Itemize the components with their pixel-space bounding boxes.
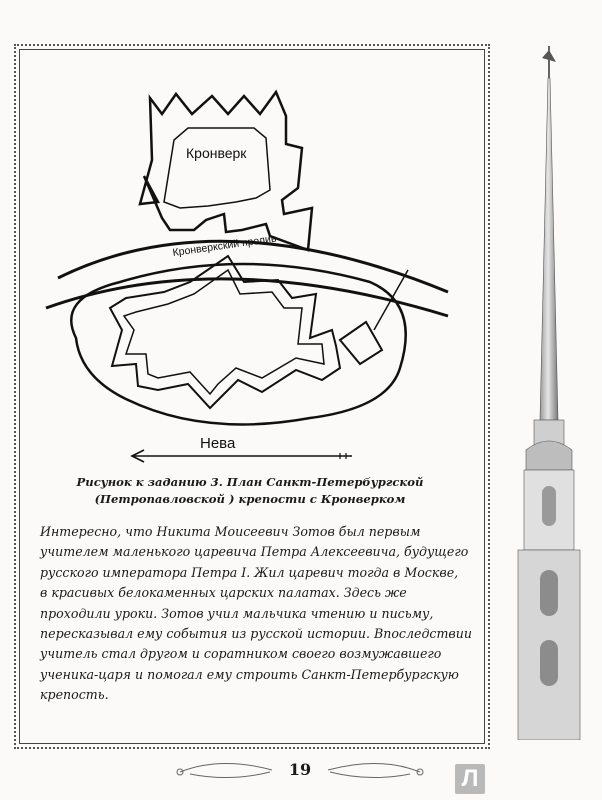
fortress-inner-wall <box>124 270 324 394</box>
pointer-line <box>374 270 408 330</box>
publisher-logo-badge: Л <box>455 764 485 794</box>
body-paragraph <box>40 522 472 706</box>
text-line: учитель стал другом и соратником своего возмужавшего <box>40 646 442 662</box>
strait-bank-bottom <box>46 279 448 316</box>
caption-line: (Петропавловской ) крепости с Кронверком <box>94 491 406 506</box>
text-line: в красивых белокаменных царских палатах. Здесь же <box>40 585 407 601</box>
text-line: русского императора Петра I. Жил царевич тогда в Москве, <box>40 564 459 580</box>
fortress-plan-diagram <box>40 68 460 468</box>
text-line: учителем маленького царевича Петра Алексеевича, будущего <box>40 544 469 560</box>
text-line: пересказывал ему события из русской истории. Впоследствии <box>40 625 472 641</box>
river-label: Нева <box>200 435 236 452</box>
kronverk-outline <box>140 92 312 250</box>
cathedral-spire-illustration <box>508 40 590 740</box>
strait-bank-top <box>58 241 448 292</box>
kronverk-inner-outline <box>164 128 270 208</box>
page-number: 19 <box>288 760 312 779</box>
text-line: Интересно, что Никита Моисеевич Зотов был первым <box>40 524 421 539</box>
text-line: крепость. <box>40 687 109 703</box>
caption-line: Рисунок к заданию 3. План Санкт-Петербургской <box>76 475 424 489</box>
figure-caption <box>40 474 460 508</box>
page-footer <box>160 752 440 788</box>
text-line: ученика-царя и помогал ему строить Санкт-Петербургскую <box>40 666 459 682</box>
text-line: проходили уроки. Зотов учил мальчика чтению и письму, <box>40 605 434 621</box>
strait-label: Кронверкский пролив <box>171 232 278 260</box>
kronverk-label: Кронверк <box>186 145 247 161</box>
